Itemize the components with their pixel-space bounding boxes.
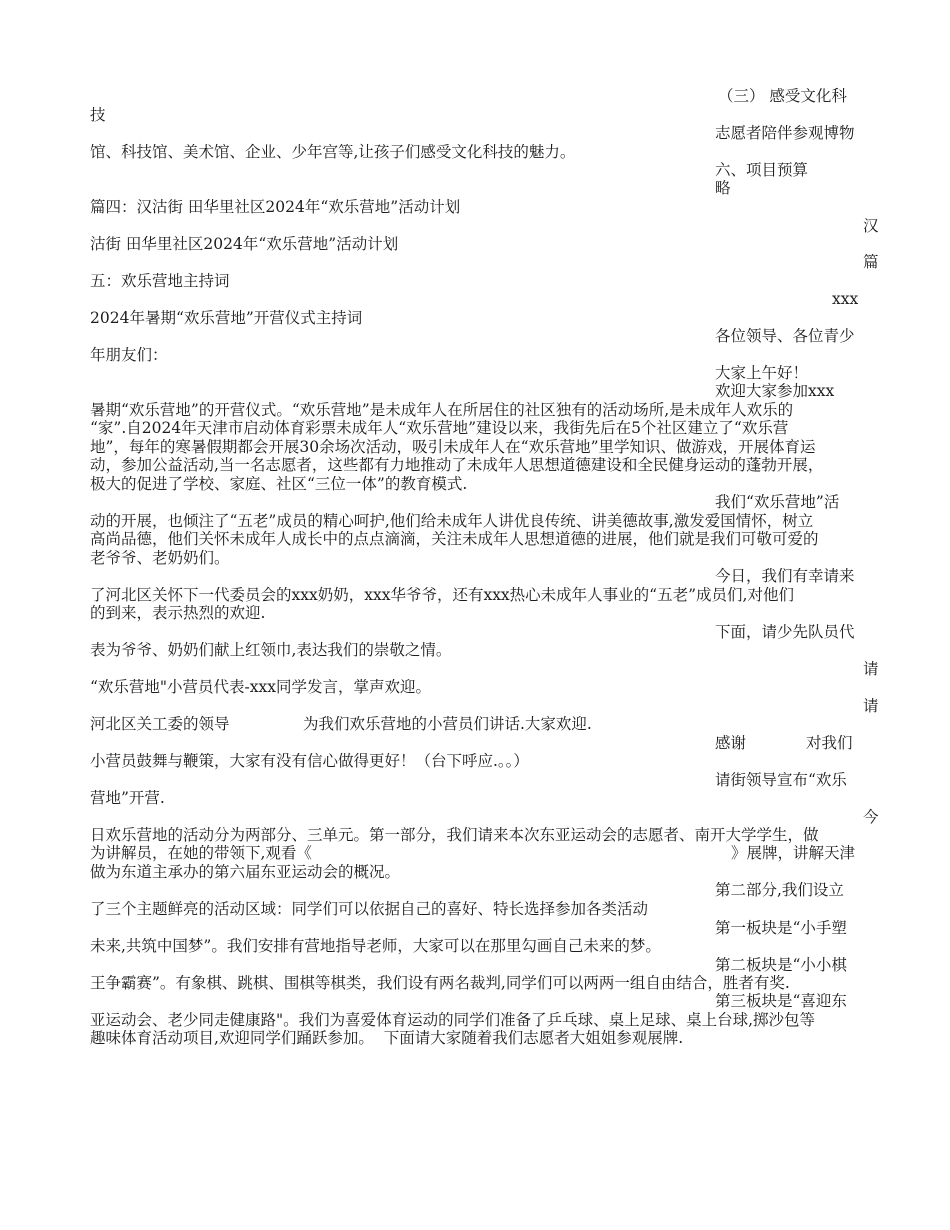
text-line: 暑期“欢乐营地”的开营仪式。“欢乐营地”是未成年人在所居住的社区独有的活动场所,是未成年人欢乐的	[90, 401, 794, 419]
text-line: 今	[863, 808, 879, 826]
text-line: 河北区关工委的领导	[90, 715, 230, 733]
chapter-heading: 五：欢乐营地主持词	[90, 272, 230, 290]
text-line: 篇	[863, 253, 879, 271]
text-line: 请	[863, 660, 879, 678]
text-line: 小营员鼓舞与鞭策，大家有没有信心做得更好！（台下呼应.。。）	[90, 752, 529, 770]
text-line: 对我们	[806, 734, 853, 752]
text-line: 请街领导宣布“欢乐	[715, 771, 847, 789]
text-line: 略	[715, 179, 731, 197]
text-line: 了三个主题鲜亮的活动区域：同学们可以依据自己的喜好、特长选择参加各类活动	[90, 900, 649, 918]
text-line: 了河北区关怀下一代委员会的xxx奶奶，xxx华爷爷，还有xxx热心未成年人事业的“五老”成员们,对他们	[90, 586, 794, 604]
text-line: 为我们欢乐营地的小营员们讲话.大家欢迎.	[303, 715, 592, 733]
text-line: 请	[863, 697, 879, 715]
text-line: 日欢乐营地的活动分为两部分、三单元。第一部分，我们请来本次东亚运动会的志愿者、南开大学学生，做	[90, 826, 819, 844]
text-line: “欢乐营地"小营员代表-xxx同学发言，掌声欢迎。	[90, 678, 432, 696]
text-line: （三） 感受文化科	[718, 87, 847, 105]
section-heading: 六、项目预算	[715, 161, 809, 179]
text-line: xxx	[832, 290, 859, 308]
text-line: 为讲解员，在她的带领下,观看《	[90, 844, 312, 862]
text-line: 地”，每年的寒暑假期都会开展30余场次活动，吸引未成年人在“欢乐营地”里学知识、做游戏，开展体育运	[90, 438, 816, 456]
text-line: 志愿者陪伴参观博物	[715, 124, 855, 142]
text-line: 今日，我们有幸请来	[715, 567, 855, 585]
text-line: 王争霸赛”。有象棋、跳棋、围棋等棋类，我们设有两名裁判,同学们可以两两一组自由结合，胜者有奖.	[90, 974, 790, 992]
text-line: 老爷爷、老奶奶们。	[90, 549, 230, 567]
text-line: 馆、科技馆、美术馆、企业、少年宫等,让孩子们感受文化科技的魅力。	[90, 143, 576, 161]
text-line: 亚运动会、老少同走健康路"。我们为喜爱体育运动的同学们准备了乒乓球、桌上足球、桌上台球,掷沙包等	[90, 1011, 816, 1029]
text-line: 欢迎大家参加xxx	[715, 382, 835, 400]
text-line: 各位领导、各位青少	[715, 327, 855, 345]
text-line: 技	[90, 106, 106, 124]
text-line: 沽街 田华里社区2024年“欢乐营地”活动计划	[90, 235, 399, 253]
chapter-heading: 篇四：汉沽街 田华里社区2024年“欢乐营地”活动计划	[90, 198, 461, 216]
text-line: 高尚品德，他们关怀未成年人成长中的点点滴滴，关注未成年人思想道德的进展，他们就是我们可敬可爱的	[90, 530, 819, 548]
text-line: 下面，请少先队员代	[715, 623, 855, 641]
text-line: 动的开展，也倾注了“五老”成员的精心呵护,他们给未成年人讲优良传统、讲美德故事,激发爱国情怀，树立	[90, 512, 814, 530]
text-line: 年朋友们：	[90, 346, 168, 364]
text-line: 第三板块是“喜迎东	[715, 992, 847, 1010]
text-line: “家”.自2024年天津市启动体育彩票未成年人“欢乐营地”建设以来，我街先后在5个社区建立了“欢乐营	[90, 419, 789, 437]
text-line: 大家上午好！	[715, 364, 809, 382]
text-line: 营地”开营.	[90, 789, 165, 807]
document-title: 2024年暑期“欢乐营地”开营仪式主持词	[90, 309, 363, 327]
text-line: 我们“欢乐营地”活	[715, 493, 840, 511]
text-line: 第二板块是“小小棋	[715, 956, 847, 974]
text-line: 动，参加公益活动,当一名志愿者，这些都有力地推动了未成年人思想道德建设和全民健身运动的蓬勃开展，	[90, 456, 824, 474]
text-line: 汉	[863, 217, 879, 235]
text-line: 的到来，表示热烈的欢迎.	[90, 604, 266, 622]
text-line: 做为东道主承办的第六届东亚运动会的概况。	[90, 863, 401, 881]
text-line: 第一板块是“小手塑	[715, 919, 847, 937]
text-line: 表为爷爷、奶奶们献上红领巾,表达我们的崇敬之情。	[90, 641, 452, 659]
text-line: 第二部分,我们设立	[715, 881, 844, 899]
text-line: 趣味体育活动项目,欢迎同学们踊跃参加。 下面请大家随着我们志愿者大姐姐参观展牌.	[90, 1029, 684, 1047]
text-line: 》展牌，讲解天津	[731, 844, 856, 862]
text-line: 极大的促进了学校、家庭、社区“三位一体”的教育模式.	[90, 475, 468, 493]
text-line: 感谢	[715, 734, 747, 752]
text-line: 未来,共筑中国梦”。我们安排有营地指导老师，大家可以在那里勾画自己未来的梦。	[90, 937, 661, 955]
